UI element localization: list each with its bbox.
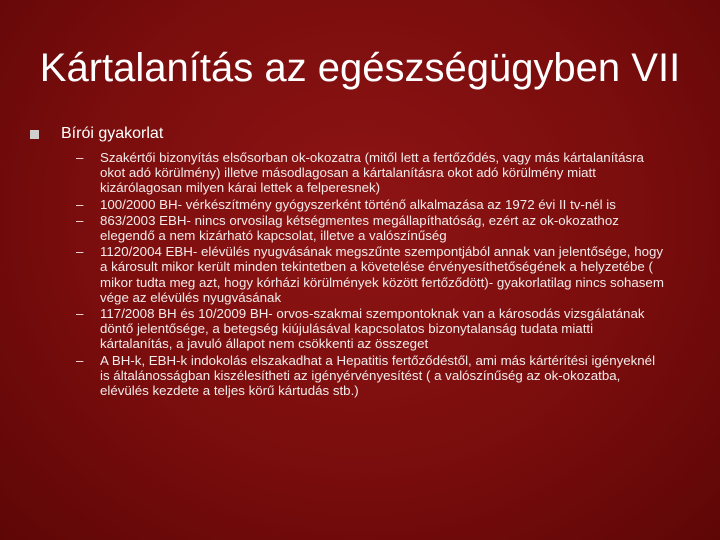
list-item-text: 863/2003 EBH- nincs orvosilag kétségmentes megállapíthatóság, ezért az ok-okozathoz elegendő a nem kizárható kapcsolat, illetve a valószínűség [100, 212, 619, 244]
list-item [76, 353, 666, 399]
slide-title: Kártalanítás az egészségügyben VII [39, 46, 681, 90]
bullet-text: Bírói gyakorlat [61, 125, 164, 142]
list-item [76, 213, 666, 243]
dash-icon: – [76, 212, 84, 228]
list-item [76, 197, 666, 212]
list-item-text: 1120/2004 EBH- elévülés nyugvásának megszűnte szempontjából annak van jelentősége, hogy a károsult mikor került minden tekintetben a követelése érvényesíthetőségének a helyzetébe ( mikor tudta meg azt, hogy kórházi körülmények között fertőződött)- gyakorlatilag nincs sohasem vége az elévülés nyugvásának [100, 244, 664, 305]
dash-icon: – [76, 306, 84, 322]
list-item-text: 117/2008 BH és 10/2009 BH- orvos-szakmai szempontoknak van a károsodás vizsgálatának döntő jelentősége, a betegség kiújulásával kapcsolatos bizonytalanság tudata miatti kártalanítás, a javuló állapot nem csökkenti az összeget [100, 306, 645, 352]
dash-icon: – [76, 244, 84, 260]
list-item [76, 150, 666, 196]
square-bullet-icon [30, 130, 39, 139]
dash-icon: – [76, 150, 84, 165]
dash-icon: – [76, 196, 84, 212]
dash-icon: – [76, 352, 84, 368]
list-item-text: 100/2000 BH- vérkészítmény gyógyszerként történő alkalmazása az 1972 évi II tv-nél is [100, 196, 616, 212]
sub-bullet-list [76, 150, 666, 399]
bullet-item [30, 124, 690, 144]
list-item [76, 244, 666, 305]
list-item [76, 306, 666, 352]
list-item-text: A BH-k, EBH-k indokolás elszakadhat a Hepatitis fertőződéstől, ami más kártérítési igényeknél is általánosságban kiszélesítheti az igényérvényesítést ( a valószínűség az ok-okozatba, elévülés kezdete a teljes körű kártudás stb.) [100, 352, 656, 399]
list-item-text: Szakértői bizonyítás elsősorban ok-okozatra (mitől lett a fertőződés, vagy más kártalanításra okot adó körülmény) illetve másodlagosan a kártalanításra okot adó körülmény miatt kizárólagosan milyen kárai lettek a felperesnek) [100, 150, 644, 196]
